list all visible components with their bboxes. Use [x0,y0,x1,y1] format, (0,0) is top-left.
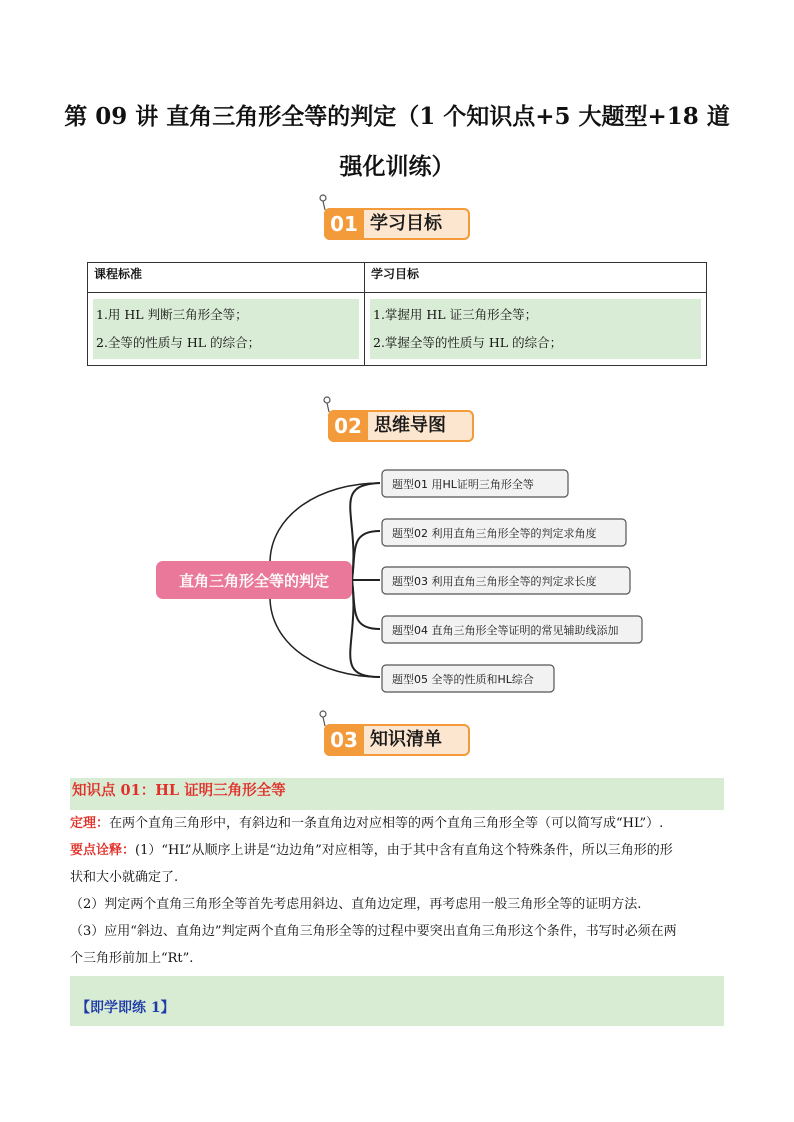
note-2: （2）判定两个直角三角形全等首先考虑用斜边、直角边定理，再考虑用一般三角形全等的证明方法. [70,897,642,912]
mindmap-branch-4-label: 题型04 直角三角形全等证明的常见辅助线添加 [392,624,619,637]
note-3-line-1: （3）应用“斜边、直角边”判定两个直角三角形全等的过程中要突出直角三角形这个条件，书写时必须在两 [70,924,677,939]
goals-header-objective: 学习目标 [365,263,707,293]
badge-label: 思维导图 [374,415,446,436]
title-line-2: 强化训练） [339,153,455,180]
section-badge-03 [318,710,478,758]
page-title [60,92,734,192]
objective-item-1: 1.掌握用 HL 证三角形全等； [373,307,538,322]
badge-label: 学习目标 [370,213,442,234]
objective-item-2: 2.掌握全等的性质与 HL 的综合； [373,335,563,350]
note-1-line-2: 状和大小就确定了. [70,870,179,885]
mindmap-center-label: 直角三角形全等的判定 [178,572,330,590]
badge-label: 知识清单 [370,729,442,750]
knowledge-point-heading: 知识点 01：HL 证明三角形全等 [70,778,724,810]
mindmap-branch-3-label: 题型03 利用直角三角形全等的判定求长度 [392,575,597,588]
section-badge-01 [318,194,478,242]
mindmap-branch-2-label: 题型02 利用直角三角形全等的判定求角度 [392,527,597,540]
goals-table [87,262,707,366]
practice-heading: 【即学即练 1】 [70,976,724,1026]
badge-number: 01 [324,208,364,240]
goals-cell-standard [88,293,365,366]
theorem-text: 在两个直角三角形中，有斜边和一条直角边对应相等的两个直角三角形全等（可以简写成“HL”）. [109,816,664,831]
mindmap-branch-1-label: 题型01 用HL证明三角形全等 [392,478,534,491]
mindmap-branch-5-label: 题型05 全等的性质和HL综合 [392,673,534,686]
title-line-1: 第 09 讲 直角三角形全等的判定（1 个知识点+5 大题型+18 道 [64,103,730,130]
note-paragraph-1 [70,837,724,864]
badge-number: 03 [324,724,364,756]
theorem-paragraph [70,810,724,837]
note-1-line-1: (1）“HL”从顺序上讲是“边边角”对应相等，由于其中含有直角这个特殊条件，所以三角形的形 [135,843,673,858]
goals-header-standard: 课程标准 [88,263,365,293]
note-label: 要点诠释： [70,843,136,858]
note-3-line-2: 个三角形前加上“Rt”. [70,951,194,966]
section-badge-02 [322,396,482,444]
standard-item-2: 2.全等的性质与 HL 的综合； [96,335,261,350]
goals-cell-objective [365,293,707,366]
standard-item-1: 1.用 HL 判断三角形全等； [96,307,248,322]
badge-number: 02 [328,410,368,442]
theorem-label: 定理： [70,816,110,831]
mind-map [0,455,794,705]
